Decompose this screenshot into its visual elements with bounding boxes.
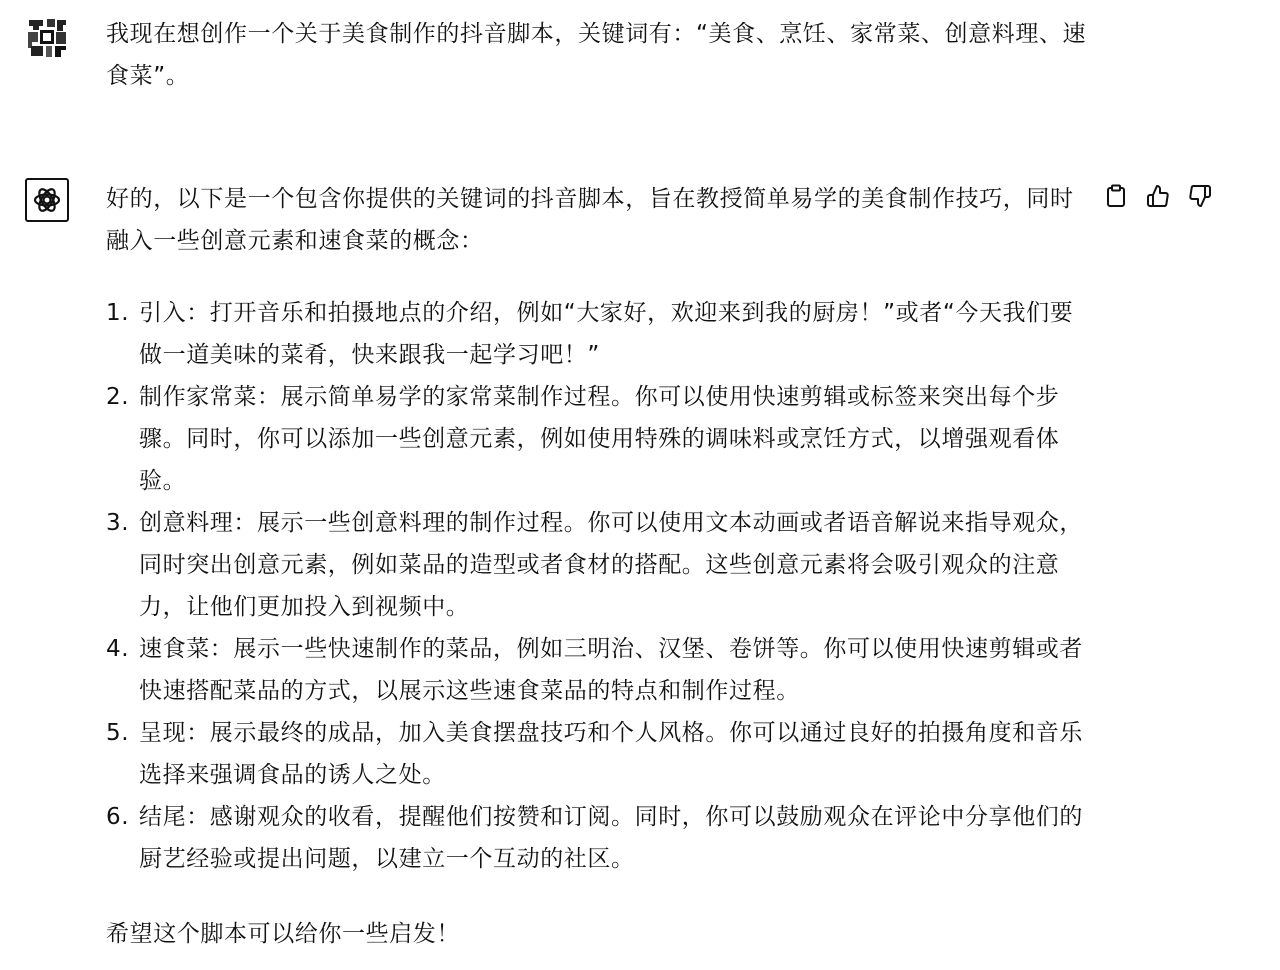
list-item-text: 呈现：展示最终的成品，加入美食摆盘技巧和个人风格。你可以通过良好的拍摄角度和音乐选择来强调食品的诱人之处。: [139, 720, 1083, 788]
list-item-number: 1.: [106, 300, 130, 326]
list-item-number: 4.: [106, 636, 130, 662]
thumbs-down-icon: [1188, 184, 1212, 208]
assistant-intro-text: 好的，以下是一个包含你提供的关键词的抖音脚本，旨在教授简单易学的美食制作技巧，同时融入一些创意元素和速食菜的概念：: [106, 186, 1074, 254]
list-item-text: 引入：打开音乐和拍摄地点的介绍，例如“大家好，欢迎来到我的厨房！”或者“今天我们要做一道美味的菜肴，快来跟我一起学习吧！”: [139, 300, 1074, 368]
thumbs-down-button[interactable]: [1187, 182, 1213, 210]
list-item: [106, 796, 1091, 880]
list-item: [106, 502, 1091, 628]
user-avatar: [25, 16, 69, 60]
thumbs-up-icon: [1146, 184, 1170, 208]
list-item-number: 2.: [106, 384, 130, 410]
list-item: [106, 712, 1091, 796]
list-item-text: 制作家常菜：展示简单易学的家常菜制作过程。你可以使用快速剪辑或标签来突出每个步骤。同时，你可以添加一些创意元素，例如使用特殊的调味料或烹饪方式，以增强观看体验。: [139, 384, 1060, 494]
clipboard-icon: [1105, 184, 1127, 208]
user-avatar-icon: [25, 16, 69, 60]
script-steps-list: [106, 292, 1091, 880]
list-item-number: 5.: [106, 720, 130, 746]
list-item: [106, 292, 1091, 376]
list-item: [106, 376, 1091, 502]
assistant-closing-text: 希望这个脚本可以给你一些启发！: [106, 921, 460, 947]
list-item-number: 6.: [106, 804, 130, 830]
list-item-text: 创意料理：展示一些创意料理的制作过程。你可以使用文本动画或者语音解说来指导观众，同时突出创意元素，例如菜品的造型或者食材的搭配。这些创意元素将会吸引观众的注意力，让他们更加投入到视频中。: [139, 510, 1083, 620]
openai-logo-icon: [31, 184, 63, 216]
list-item-text: 结尾：感谢观众的收看，提醒他们按赞和订阅。同时，你可以鼓励观众在评论中分享他们的厨艺经验或提出问题，以建立一个互动的社区。: [139, 804, 1083, 872]
list-item: [106, 628, 1091, 712]
user-message-text: 我现在想创作一个关于美食制作的抖音脚本，关键词有：“美食、烹饪、家常菜、创意料理、速食菜”。: [106, 21, 1087, 89]
list-item-number: 3.: [106, 510, 130, 536]
list-item-text: 速食菜：展示一些快速制作的菜品，例如三明治、汉堡、卷饼等。你可以使用快速剪辑或者快速搭配菜品的方式，以展示这些速食菜品的特点和制作过程。: [139, 636, 1083, 704]
copy-button[interactable]: [1103, 182, 1129, 210]
thumbs-up-button[interactable]: [1145, 182, 1171, 210]
message-actions: [1103, 182, 1213, 210]
assistant-avatar: [25, 178, 69, 222]
